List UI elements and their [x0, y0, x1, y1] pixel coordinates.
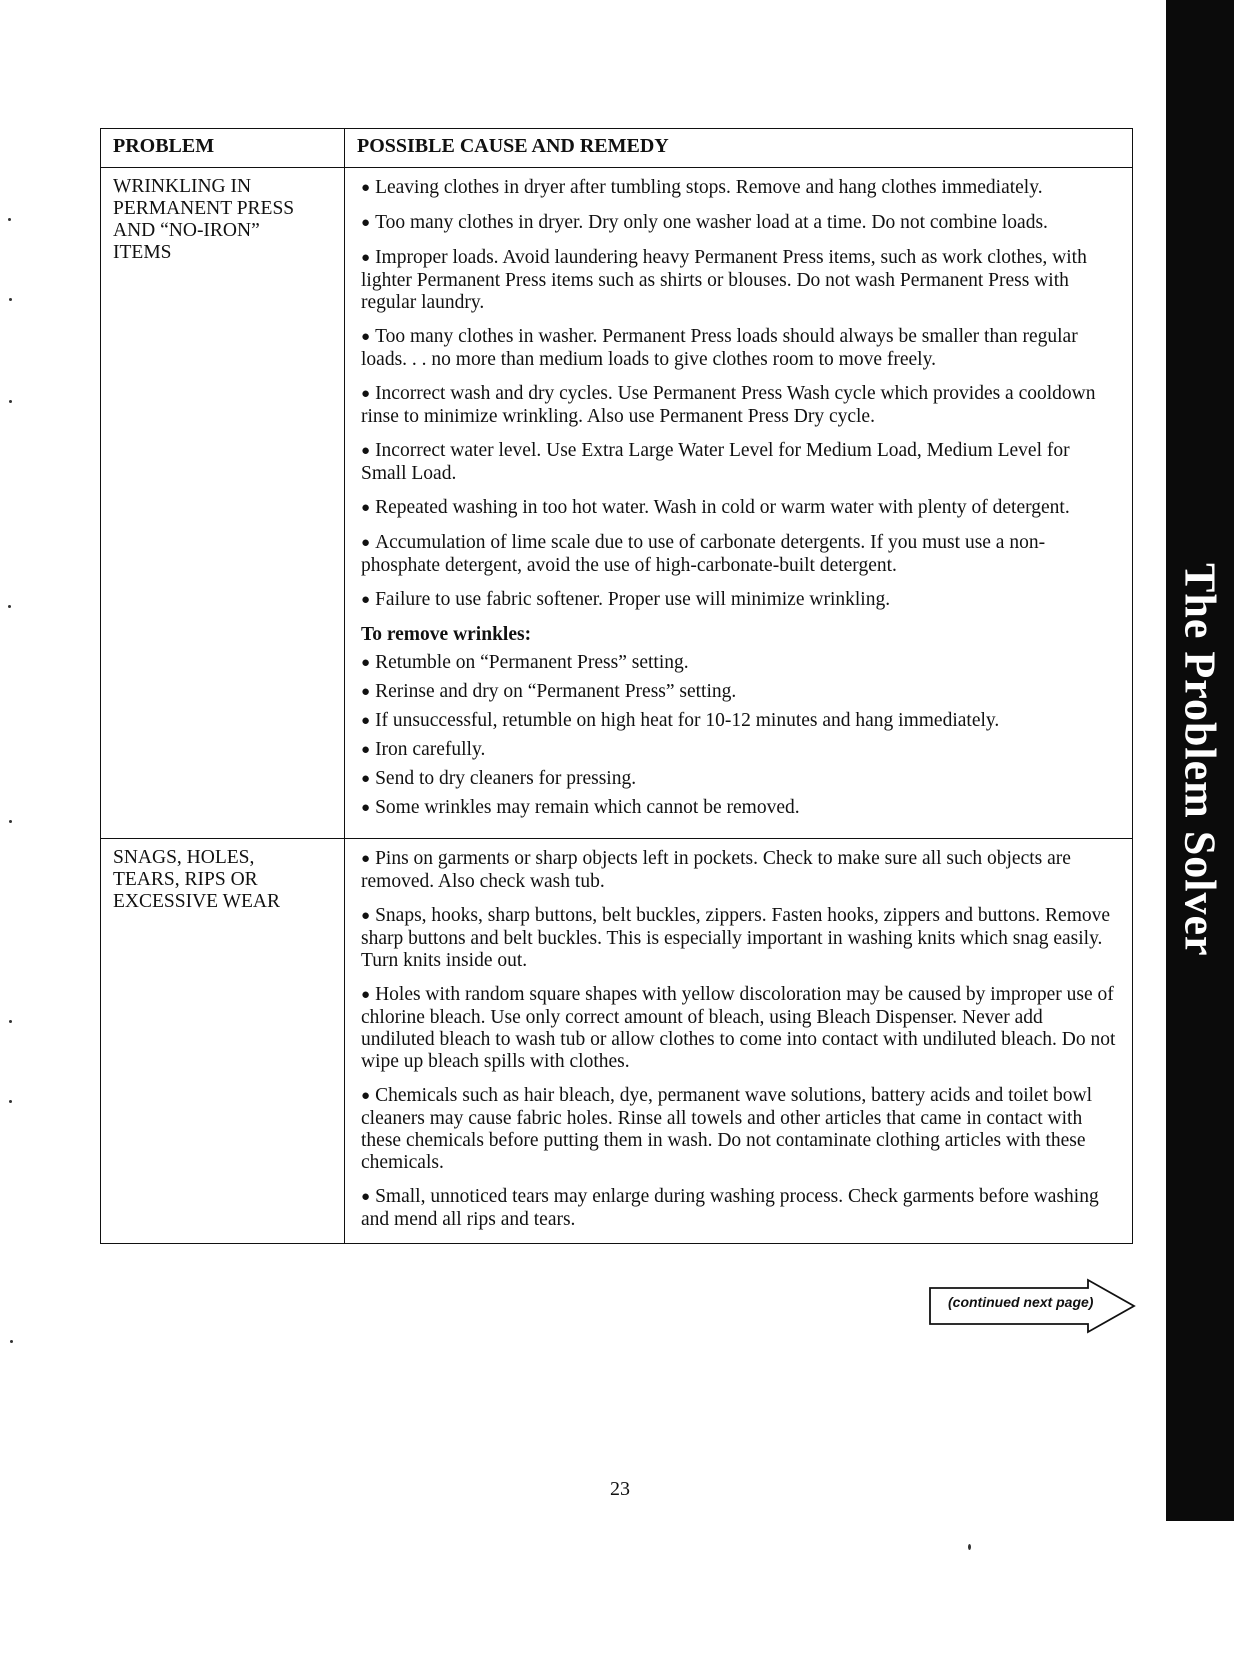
remedy-item: ● Failure to use fabric softener. Proper use will minimize wrinkling.: [361, 589, 891, 610]
bullet-icon: ●: [361, 771, 371, 787]
remedy-item: ● Small, unnoticed tears may enlarge during washing process. Check garments before washing and mend all rips and tears.: [361, 1186, 1099, 1230]
table-row: [101, 839, 1133, 1244]
bullet-icon: ●: [361, 851, 371, 867]
page-number: 23: [610, 1478, 630, 1500]
scan-speck: [968, 1544, 971, 1550]
sub-remedy-item: ● Rerinse and dry on “Permanent Press” setting.: [361, 681, 737, 702]
remedy-item: ● Holes with random square shapes with yellow discoloration may be caused by improper use of chlorine bleach. Use only correct amount of bleach, using Bleach Dispenser. Never add undiluted bleach to wash tub or allow clothes to come into contact with undiluted bleach. Do not wipe up bleach spills with clothes.: [361, 984, 1116, 1072]
bullet-icon: ●: [361, 987, 371, 1003]
header-remedy: POSSIBLE CAUSE AND REMEDY: [345, 129, 1133, 168]
remedy-item: ● Too many clothes in washer. Permanent Press loads should always be smaller than regular loads. . . no more than medium loads to give clothes room to move freely.: [361, 326, 1078, 370]
remedy-item: ● Improper loads. Avoid laundering heavy Permanent Press items, such as work clothes, with lighter Permanent Press items such as shirts or blouses. Do not wash Permanent Press with regular laundry.: [361, 247, 1087, 313]
bullet-icon: ●: [361, 443, 371, 459]
bullet-icon: ●: [361, 1088, 371, 1104]
continued-label: (continued next page): [948, 1294, 1094, 1310]
scan-speck: [9, 400, 12, 403]
bullet-icon: ●: [361, 742, 371, 758]
header-problem: PROBLEM: [101, 129, 345, 168]
bullet-icon: ●: [361, 500, 371, 516]
bullet-icon: ●: [361, 655, 371, 671]
remedy-item: ● Repeated washing in too hot water. Wash in cold or warm water with plenty of detergent.: [361, 497, 1070, 518]
continued-next-page-arrow: [928, 1278, 1138, 1334]
scan-speck: [10, 1340, 13, 1343]
bullet-icon: ●: [361, 800, 371, 816]
bullet-icon: ●: [361, 329, 371, 345]
bullet-icon: ●: [361, 535, 371, 551]
scan-speck: [8, 218, 11, 221]
remedy-cell-wrinkling: [345, 168, 1133, 839]
table-row: [101, 168, 1133, 839]
remedy-cell-snags: [345, 839, 1133, 1244]
sub-remedy-item: ● If unsuccessful, retumble on high heat for 10-12 minutes and hang immediately.: [361, 710, 1000, 731]
sub-remedy-item: ● Some wrinkles may remain which cannot be removed.: [361, 797, 800, 818]
sub-remedy-item: ● Retumble on “Permanent Press” setting.: [361, 652, 689, 673]
remedy-item: ● Incorrect water level. Use Extra Large Water Level for Medium Load, Medium Level for Small Load.: [361, 440, 1070, 484]
scan-speck: [9, 820, 12, 823]
table-header-row: [101, 129, 1133, 168]
sub-remedy-item: ● Send to dry cleaners for pressing.: [361, 768, 637, 789]
remedy-item: ● Accumulation of lime scale due to use of carbonate detergents. If you must use a non-phosphate detergent, avoid the use of high-carbonate-built detergent.: [361, 532, 1046, 576]
problem-cell-snags: SNAGS, HOLES, TEARS, RIPS OR EXCESSIVE WEAR: [101, 839, 345, 1244]
scan-speck: [9, 1020, 12, 1023]
bullet-icon: ●: [361, 908, 371, 924]
bullet-icon: ●: [361, 180, 371, 196]
remedy-item: ● Too many clothes in dryer. Dry only one washer load at a time. Do not combine loads.: [361, 212, 1048, 233]
remedy-item: ● Pins on garments or sharp objects left in pockets. Check to make sure all such objects are removed. Also check wash tub.: [361, 848, 1071, 892]
scan-speck: [8, 605, 11, 608]
remedy-item: ● Leaving clothes in dryer after tumbling stops. Remove and hang clothes immediately.: [361, 177, 1043, 198]
section-tab-title: The Problem Solver: [1175, 563, 1225, 957]
remedy-item: ● Snaps, hooks, sharp buttons, belt buckles, zippers. Fasten hooks, zippers and buttons. Remove sharp buttons and belt buckles. This is especially important in washing knits which snag easily. Turn knits inside out.: [361, 905, 1111, 971]
bullet-icon: ●: [361, 250, 371, 266]
bullet-icon: ●: [361, 1189, 371, 1205]
scan-speck: [9, 1100, 12, 1103]
bullet-icon: ●: [361, 215, 371, 231]
sub-remedy-item: ● Iron carefully.: [361, 739, 486, 760]
bullet-icon: ●: [361, 713, 371, 729]
remove-wrinkles-heading: To remove wrinkles:: [361, 624, 532, 645]
remedy-item: ● Chemicals such as hair bleach, dye, permanent wave solutions, battery acids and toilet bowl cleaners may cause fabric holes. Rinse all towels and other articles that came in contact with these chemicals before putting them in wash. Do not contaminate clothing articles with these chemicals.: [361, 1085, 1093, 1173]
bullet-icon: ●: [361, 592, 371, 608]
bullet-icon: ●: [361, 684, 371, 700]
bullet-icon: ●: [361, 386, 371, 402]
problem-solver-table: [100, 128, 1133, 1244]
problem-cell-wrinkling: WRINKLING IN PERMANENT PRESS AND “NO-IRON” ITEMS: [101, 168, 345, 839]
remedy-item: ● Incorrect wash and dry cycles. Use Permanent Press Wash cycle which provides a cooldown rinse to minimize wrinkling. Also use Permanent Press Dry cycle.: [361, 383, 1096, 427]
scan-speck: [9, 298, 12, 301]
